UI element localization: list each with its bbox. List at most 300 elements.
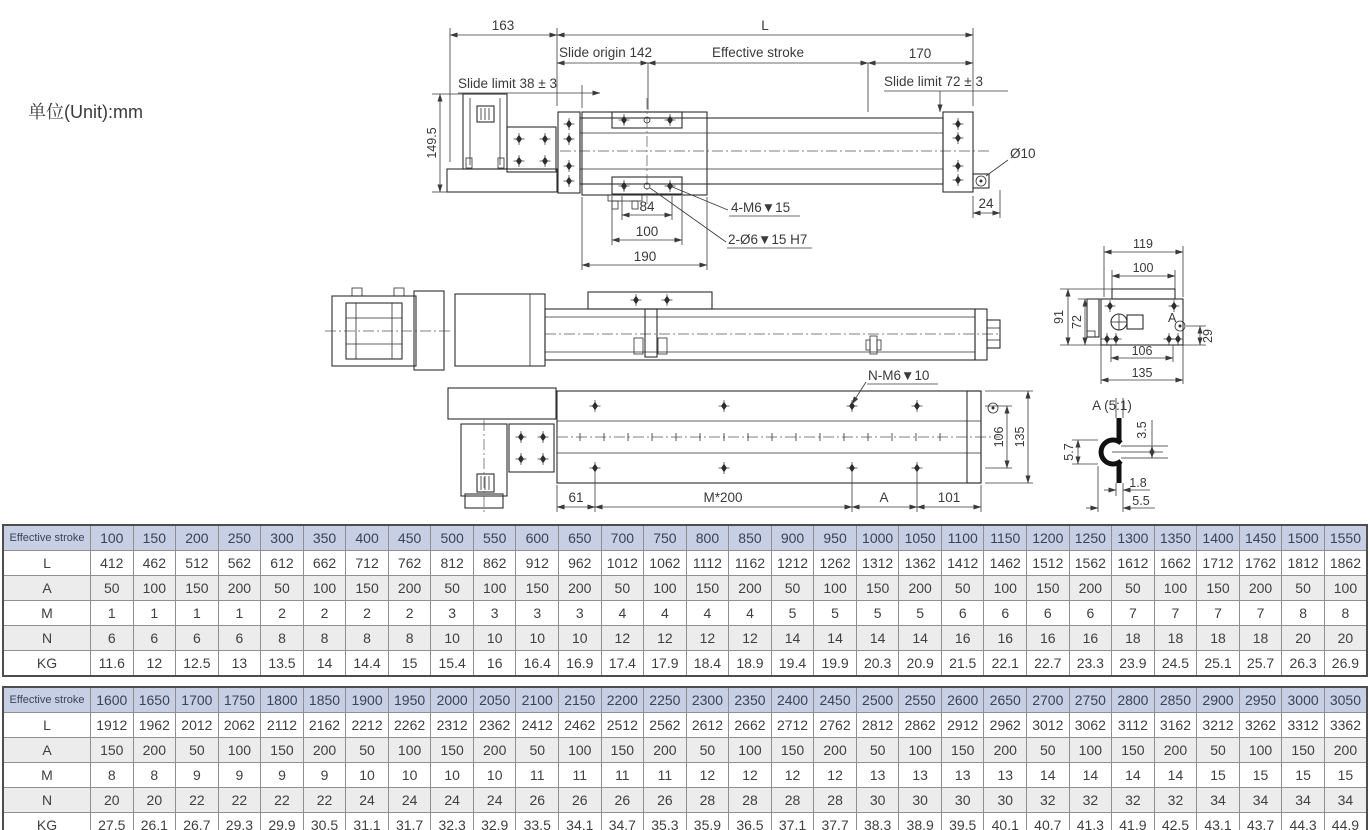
row-label: L [3,713,91,738]
row-label: M [3,601,91,626]
spec-cell: 34.7 [601,813,644,830]
stroke-value: 2750 [1069,687,1112,713]
spec-cell: 150 [941,738,984,763]
spec-cell: 200 [1239,576,1282,601]
spec-cell: 2662 [729,713,772,738]
row-label: N [3,626,91,651]
callout-nm6-label: N-M6▼10 [868,368,930,383]
spec-cell: 13 [941,763,984,788]
spec-cell: 13 [856,763,899,788]
spec-cell: 1462 [984,551,1027,576]
stroke-value: 2000 [431,687,474,713]
spec-cell: 2 [346,601,389,626]
spec-cell: 50 [346,738,389,763]
spec-cell: 912 [516,551,559,576]
spec-cell: 812 [431,551,474,576]
spec-cell: 32 [1154,788,1197,813]
stroke-value: 2850 [1154,687,1197,713]
spec-cell: 14 [856,626,899,651]
spec-cell: 562 [218,551,261,576]
spec-cell: 1612 [1112,551,1155,576]
spec-cell: 30 [856,788,899,813]
spec-cell: 32 [1069,788,1112,813]
spec-cell: 3 [473,601,516,626]
spec-table-strokes-1600-3050 [2,686,1368,830]
spec-cell: 3062 [1069,713,1112,738]
spec-cell: 1012 [601,551,644,576]
dim-m200-label: M*200 [703,490,743,505]
spec-cell: 8 [1324,601,1367,626]
stroke-value: 1100 [941,525,984,551]
spec-cell: 15 [1324,763,1367,788]
dim-163-label: 163 [491,18,515,33]
end-dim-100-label: 100 [1132,261,1154,275]
dim-149-5-label: 149.5 [425,127,439,159]
slide-limit-left-label: Slide limit 38 ± 3 [458,76,557,91]
spec-cell: 50 [686,738,729,763]
spec-cell: 30 [941,788,984,813]
spec-cell: 22 [218,788,261,813]
spec-cell: 50 [601,576,644,601]
dim-61-label: 61 [568,490,584,505]
spec-cell: 26.7 [176,813,219,830]
spec-cell: 150 [686,576,729,601]
stroke-value: 450 [388,525,431,551]
spec-cell: 1912 [91,713,134,738]
spec-cell: 3112 [1112,713,1155,738]
stroke-value: 750 [644,525,687,551]
spec-cell: 29.9 [261,813,304,830]
dim-101-label: 101 [937,490,961,505]
spec-cell: 44.3 [1282,813,1325,830]
spec-cell: 3012 [1027,713,1070,738]
dim-170-label: 170 [908,46,932,61]
spec-cell: 12 [814,763,857,788]
spec-cell: 100 [729,738,772,763]
spec-cell: 16 [1027,626,1070,651]
spec-cell: 2 [388,601,431,626]
spec-cell: 100 [133,576,176,601]
spec-cell: 712 [346,551,389,576]
spec-cell: 1 [176,601,219,626]
spec-cell: 34 [1282,788,1325,813]
spec-cell: 20 [1282,626,1325,651]
spec-cell: 13 [218,651,261,677]
dim-24-label: 24 [978,196,994,211]
unit-label: 单位(Unit):mm [28,102,143,122]
spec-cell: 18 [1239,626,1282,651]
row-label: M [3,763,91,788]
spec-cell: 14 [771,626,814,651]
spec-cell: 22.1 [984,651,1027,677]
stroke-value: 1300 [1112,525,1155,551]
spec-cell: 1 [218,601,261,626]
spec-cell: 14 [303,651,346,677]
spec-cell: 2712 [771,713,814,738]
spec-cell: 3262 [1239,713,1282,738]
spec-cell: 4 [729,601,772,626]
spec-cell: 2512 [601,713,644,738]
stroke-value: 200 [176,525,219,551]
spec-row-N [3,626,1367,651]
spec-cell: 1762 [1239,551,1282,576]
spec-cell: 150 [91,738,134,763]
spec-cell: 100 [899,738,942,763]
stroke-value: 350 [303,525,346,551]
spec-cell: 150 [601,738,644,763]
spec-cell: 14.4 [346,651,389,677]
spec-cell: 150 [346,576,389,601]
spec-cell: 8 [261,626,304,651]
stroke-value: 2650 [984,687,1027,713]
end-dim-119-label: 119 [1133,237,1153,251]
spec-cell: 862 [473,551,516,576]
spec-cell: 1362 [899,551,942,576]
spec-cell: 2262 [388,713,431,738]
spec-cell: 28 [729,788,772,813]
spec-cell: 2962 [984,713,1027,738]
stroke-value: 1200 [1027,525,1070,551]
spec-cell: 662 [303,551,346,576]
spec-cell: 5 [814,601,857,626]
spec-cell: 23.9 [1112,651,1155,677]
stroke-value: 100 [91,525,134,551]
spec-cell: 100 [559,738,602,763]
spec-cell: 26.3 [1282,651,1325,677]
end-dim-29-label: 29 [1201,329,1215,343]
spec-cell: 11.6 [91,651,134,677]
spec-cell: 5 [856,601,899,626]
spec-cell: 3 [516,601,559,626]
spec-cell: 22 [176,788,219,813]
spec-cell: 1512 [1027,551,1070,576]
spec-cell: 3362 [1324,713,1367,738]
callout-2o6-label: 2-Ø6▼15 H7 [728,232,808,247]
spec-cell: 200 [899,576,942,601]
spec-cell: 2462 [559,713,602,738]
spec-cell: 200 [303,738,346,763]
spec-cell: 1112 [686,551,729,576]
spec-cell: 6 [984,601,1027,626]
spec-cell: 9 [261,763,304,788]
spec-cell: 32 [1027,788,1070,813]
spec-cell: 8 [91,763,134,788]
spec-cell: 18 [1154,626,1197,651]
spec-cell: 6 [218,626,261,651]
spec-cell: 20 [133,788,176,813]
spec-cell: 1 [91,601,134,626]
spec-cell: 1312 [856,551,899,576]
stroke-value: 1000 [856,525,899,551]
spec-cell: 43.7 [1239,813,1282,830]
spec-cell: 9 [218,763,261,788]
stroke-value: 2800 [1112,687,1155,713]
spec-cell: 32.9 [473,813,516,830]
spec-cell: 5 [771,601,814,626]
spec-cell: 3 [559,601,602,626]
spec-cell: 31.1 [346,813,389,830]
spec-cell: 1562 [1069,551,1112,576]
spec-cell: 50 [516,738,559,763]
spec-cell: 200 [1324,738,1367,763]
spec-cell: 9 [176,763,219,788]
spec-cell: 10 [559,626,602,651]
stroke-value: 700 [601,525,644,551]
spec-cell: 14 [1154,763,1197,788]
spec-cell: 11 [559,763,602,788]
dim-100-label: 100 [635,224,659,239]
spec-cell: 200 [644,738,687,763]
slide-origin-label: Slide origin 142 [559,45,653,60]
stroke-value: 2600 [941,687,984,713]
spec-cell: 2112 [261,713,304,738]
spec-cell: 8 [303,626,346,651]
spec-cell: 14 [899,626,942,651]
stroke-value: 250 [218,525,261,551]
spec-cell: 30.5 [303,813,346,830]
spec-cell: 15 [1282,763,1325,788]
spec-cell: 35.9 [686,813,729,830]
stroke-value: 1850 [303,687,346,713]
spec-cell: 100 [644,576,687,601]
spec-cell: 14 [1027,763,1070,788]
spec-cell: 14 [814,626,857,651]
spec-cell: 150 [1027,576,1070,601]
spec-cell: 22 [303,788,346,813]
spec-cell: 50 [856,738,899,763]
spec-cell: 1 [133,601,176,626]
spec-cell: 40.7 [1027,813,1070,830]
stroke-value: 2350 [729,687,772,713]
spec-cell: 50 [261,576,304,601]
spec-cell: 412 [91,551,134,576]
spec-row-KG [3,651,1367,677]
end-dim-72-label: 72 [1070,315,1084,329]
spec-cell: 33.5 [516,813,559,830]
detail-dim-3-5: 3.5 [1135,421,1149,439]
stroke-value: 1450 [1239,525,1282,551]
front-view [425,18,1036,270]
spec-cell: 23.3 [1069,651,1112,677]
spec-cell: 200 [559,576,602,601]
spec-cell: 100 [814,576,857,601]
spec-cell: 18 [1197,626,1240,651]
spec-cell: 2 [261,601,304,626]
row-label: A [3,576,91,601]
spec-cell: 200 [729,576,772,601]
spec-cell: 12 [729,626,772,651]
spec-cell: 7 [1154,601,1197,626]
stroke-value: 600 [516,525,559,551]
stroke-value: 3050 [1324,687,1367,713]
spec-cell: 10 [473,626,516,651]
spec-cell: 12 [644,626,687,651]
spec-cell: 10 [516,626,559,651]
spec-cell: 26.1 [133,813,176,830]
stroke-value: 2200 [601,687,644,713]
spec-cell: 100 [984,576,1027,601]
spec-cell: 16 [941,626,984,651]
detail-a [1062,398,1168,512]
stroke-value: 150 [133,525,176,551]
spec-cell: 22.7 [1027,651,1070,677]
spec-cell: 12.5 [176,651,219,677]
spec-row-A [3,576,1367,601]
spec-cell: 27.5 [91,813,134,830]
stroke-value: 900 [771,525,814,551]
spec-cell: 24 [346,788,389,813]
spec-cell: 16.9 [559,651,602,677]
spec-cell: 150 [771,738,814,763]
stroke-value: 500 [431,525,474,551]
spec-cell: 12 [729,763,772,788]
slide-limit-right-label: Slide limit 72 ± 3 [884,74,983,89]
spec-cell: 150 [1282,738,1325,763]
callout-o10-label: Ø10 [1010,146,1036,161]
spec-cell: 41.3 [1069,813,1112,830]
spec-row-N [3,788,1367,813]
stroke-value: 1500 [1282,525,1325,551]
spec-cell: 2762 [814,713,857,738]
stroke-value: 2250 [644,687,687,713]
spec-cell: 7 [1239,601,1282,626]
spec-cell: 50 [1027,738,1070,763]
stroke-value: 1350 [1154,525,1197,551]
spec-cell: 6 [1069,601,1112,626]
spec-cell: 32.3 [431,813,474,830]
spec-cell: 21.5 [941,651,984,677]
spec-cell: 24 [388,788,431,813]
spec-cell: 3212 [1197,713,1240,738]
spec-row-KG [3,813,1367,830]
spec-cell: 34.1 [559,813,602,830]
spec-cell: 13 [984,763,1027,788]
spec-cell: 14 [1069,763,1112,788]
detail-dim-1-8: 1.8 [1129,476,1147,490]
stroke-value: 1750 [218,687,261,713]
spec-cell: 30 [899,788,942,813]
spec-cell: 15 [1239,763,1282,788]
spec-cell: 26 [559,788,602,813]
stroke-value: 2300 [686,687,729,713]
spec-cell: 612 [261,551,304,576]
spec-cell: 28 [771,788,814,813]
spec-cell: 17.9 [644,651,687,677]
callout-4m6-label: 4-M6▼15 [731,200,791,215]
spec-cell: 34 [1197,788,1240,813]
spec-cell: 50 [771,576,814,601]
spec-cell: 7 [1112,601,1155,626]
spec-cell: 200 [984,738,1027,763]
spec-cell: 100 [1324,576,1367,601]
end-dim-135-label: 135 [1131,366,1153,380]
stroke-header-row [3,525,1367,551]
spec-cell: 11 [644,763,687,788]
stroke-value: 2050 [473,687,516,713]
spec-cell: 12 [601,626,644,651]
spec-cell: 31.7 [388,813,431,830]
spec-cell: 2212 [346,713,389,738]
spec-cell: 3 [431,601,474,626]
spec-cell: 100 [1154,576,1197,601]
spec-cell: 26 [644,788,687,813]
spec-cell: 2312 [431,713,474,738]
stroke-value: 1700 [176,687,219,713]
spec-cell: 9 [303,763,346,788]
spec-cell: 43.1 [1197,813,1240,830]
stroke-value: 2700 [1027,687,1070,713]
spec-cell: 34 [1324,788,1367,813]
spec-cell: 36.5 [729,813,772,830]
top-dim-106-label: 106 [992,426,1006,448]
spec-cell: 20.9 [899,651,942,677]
stroke-value: 300 [261,525,304,551]
stroke-value: 1400 [1197,525,1240,551]
stroke-value: 2550 [899,687,942,713]
spec-cell: 8 [388,626,431,651]
spec-cell: 29.3 [218,813,261,830]
detail-a-title: A (5:1) [1092,398,1132,413]
spec-cell: 150 [856,576,899,601]
spec-cell: 35.3 [644,813,687,830]
spec-cell: 24 [431,788,474,813]
spec-cell: 1662 [1154,551,1197,576]
spec-cell: 8 [133,763,176,788]
stroke-value: 550 [473,525,516,551]
stroke-value: 400 [346,525,389,551]
spec-cell: 39.5 [941,813,984,830]
spec-cell: 12 [686,763,729,788]
spec-cell: 16 [473,651,516,677]
spec-cell: 34 [1239,788,1282,813]
spec-cell: 4 [601,601,644,626]
stroke-value: 2500 [856,687,899,713]
spec-cell: 19.4 [771,651,814,677]
spec-row-M [3,763,1367,788]
spec-cell: 10 [346,763,389,788]
spec-cell: 200 [1069,576,1112,601]
spec-cell: 150 [176,576,219,601]
spec-cell: 50 [176,738,219,763]
stroke-value: 2950 [1239,687,1282,713]
spec-cell: 32 [1112,788,1155,813]
spec-cell: 8 [1282,601,1325,626]
spec-cell: 10 [431,763,474,788]
spec-cell: 14 [1112,763,1155,788]
spec-cell: 200 [814,738,857,763]
spec-cell: 17.4 [601,651,644,677]
spec-cell: 150 [1197,576,1240,601]
spec-cell: 13 [899,763,942,788]
stroke-value: 850 [729,525,772,551]
spec-cell: 19.9 [814,651,857,677]
spec-cell: 1212 [771,551,814,576]
spec-cell: 16.4 [516,651,559,677]
spec-cell: 150 [1112,738,1155,763]
spec-cell: 22 [261,788,304,813]
spec-cell: 1962 [133,713,176,738]
spec-table-strokes-100-1550 [2,524,1368,677]
stroke-value: 1900 [346,687,389,713]
spec-cell: 50 [91,576,134,601]
stroke-header-row [3,687,1367,713]
row-label: A [3,738,91,763]
spec-cell: 6 [941,601,984,626]
spec-cell: 25.7 [1239,651,1282,677]
spec-cell: 16 [984,626,1027,651]
spec-cell: 50 [1282,576,1325,601]
row-label: KG [3,651,91,677]
